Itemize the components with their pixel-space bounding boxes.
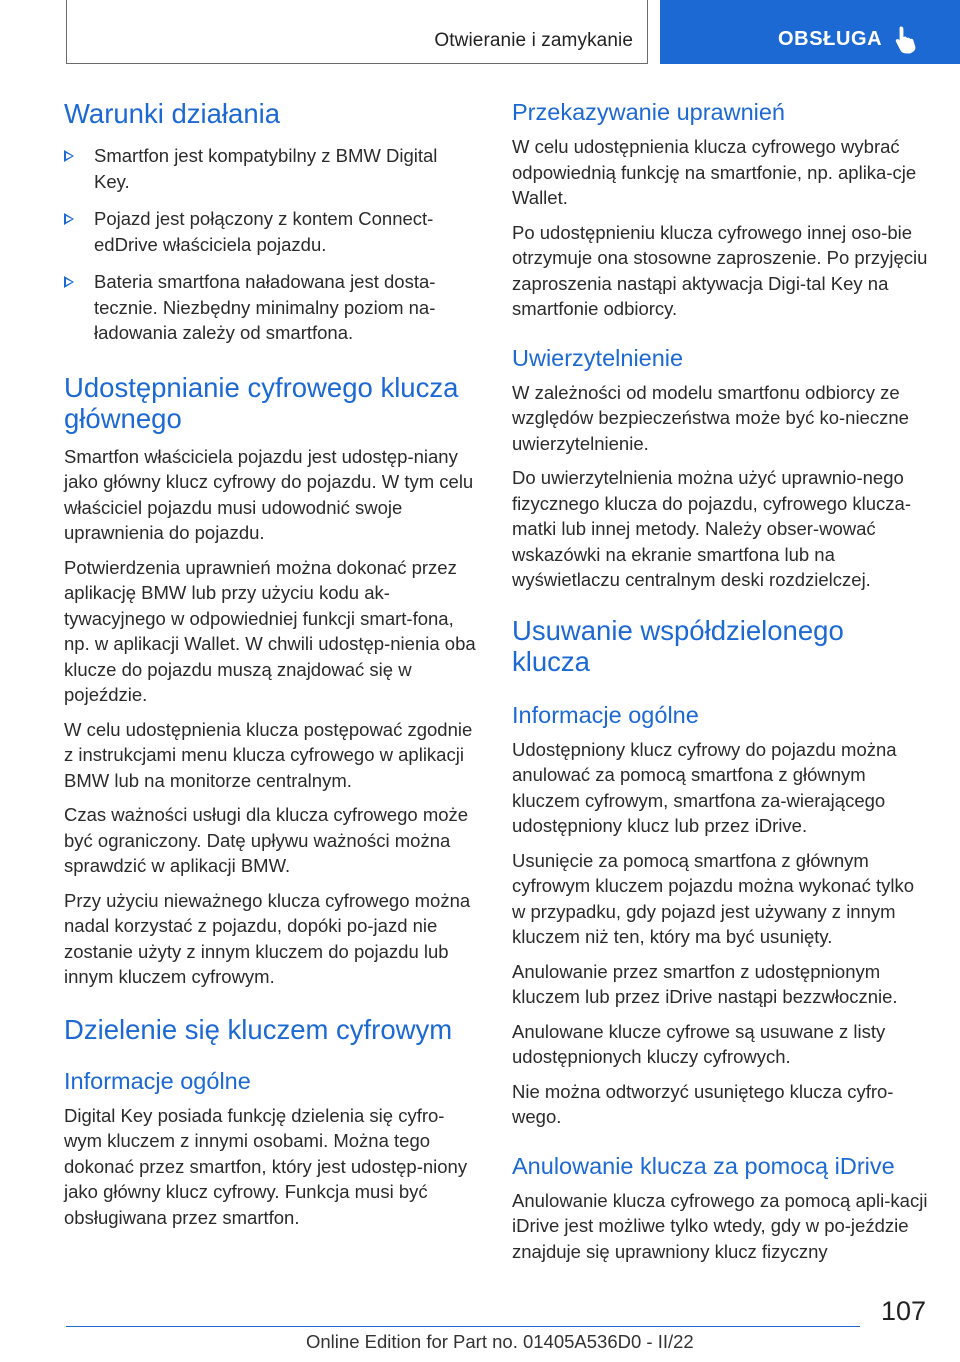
section-label: OBSŁUGA bbox=[778, 28, 883, 50]
triangle-bullet-icon bbox=[64, 276, 74, 288]
paragraph: Udostępniony klucz cyfrowy do pojazdu można anulować za pomocą smartfona z głównym kluczem cyfrowym, smartfona za‐wierającego udostępniony klucz lub przez iDrive. bbox=[512, 738, 897, 836]
heading-dzielenie: Dzielenie się kluczem cyfrowym bbox=[64, 1013, 453, 1045]
paragraph: Anulowane klucze cyfrowe są usuwane z listy udostępnionych kluczy cyfrowych. bbox=[512, 1020, 886, 1067]
list-item-text: Pojazd jest połączony z kontem Connect‐edDrive właściciela pojazdu. bbox=[94, 208, 434, 255]
right-column bbox=[512, 98, 928, 1273]
footer-divider bbox=[66, 1326, 860, 1327]
heading-przekazywanie: Przekazywanie uprawnień bbox=[512, 99, 786, 125]
section-body bbox=[512, 134, 928, 322]
conditions-list bbox=[64, 143, 476, 346]
paragraph: W zależności od modelu smartfonu odbiorcy ze względów bezpieczeństwa może być ko‐nieczne uwierzytelnienie. bbox=[512, 381, 909, 454]
list-item bbox=[64, 269, 476, 346]
chapter-title: Otwieranie i zamykanie bbox=[434, 30, 633, 51]
section-body bbox=[64, 444, 476, 990]
section-body bbox=[64, 1103, 476, 1231]
section-body bbox=[512, 1188, 928, 1265]
heading-anulowanie: Anulowanie klucza za pomocą iDrive bbox=[512, 1152, 895, 1179]
paragraph: Smartfon właściciela pojazdu jest udostęp‐niany jako główny klucz cyfrowy do pojazdu. W tym celu właściciel pojazdu musi udowodnić swoje uprawnienia do pojazdu. bbox=[64, 445, 474, 543]
heading-warunki: Warunki działania bbox=[64, 98, 281, 129]
paragraph: Digital Key posiada funkcję dzielenia się cyfro‐wym kluczem z innymi osobami. Można tego dokonać przez smartfon, który jest udostęp‐niony jako główny klucz cyfrowy. Funkcja musi być obsługiwana przez smartfon. bbox=[64, 1104, 468, 1228]
paragraph: Do uwierzytelnienia można użyć uprawnio‐nego fizycznego klucza do pojazdu, cyfrowego klucza-matki lub innej metody. Należy obser‐wować wskazówki na ekranie smartfona lub na wyświetlaczu centralnym deski rozdzielczej. bbox=[512, 467, 911, 590]
page-number: 107 bbox=[880, 1296, 926, 1326]
paragraph: Usunięcie za pomocą smartfona z głównym cyfrowym kluczem pojazdu można wykonać tylko w przypadku, gdy pojazd jest używany z innym kluczem niż ten, który ma być usunięty. bbox=[512, 849, 915, 947]
hand-pointer-icon bbox=[892, 24, 920, 54]
paragraph: Nie można odtworzyć usuniętego klucza cyfro‐wego. bbox=[512, 1080, 894, 1127]
heading-udostepnianie: Udostępnianie cyfrowego klucza głównego bbox=[64, 371, 459, 434]
list-item-text: Smartfon jest kompatybilny z BMW Digital Key. bbox=[94, 145, 438, 192]
section-body bbox=[512, 380, 928, 593]
subheading-informacje: Informacje ogólne bbox=[512, 701, 699, 728]
list-item bbox=[64, 206, 476, 257]
paragraph: Po udostępnieniu klucza cyfrowego innej oso‐bie otrzymuje ona stosowne zaproszenie. Po przyjęciu zaproszenia nastąpi aktywacja Digi‐tal Key na smartfonie odbiorcy. bbox=[512, 221, 928, 319]
triangle-bullet-icon bbox=[64, 213, 74, 225]
triangle-bullet-icon bbox=[64, 150, 74, 162]
list-item bbox=[64, 143, 476, 194]
paragraph: W celu udostępnienia klucza cyfrowego wybrać odpowiednią funkcję na smartfonie, np. aplika‐cje Wallet. bbox=[512, 136, 917, 208]
left-column bbox=[64, 98, 476, 1239]
paragraph: Czas ważności usługi dla klucza cyfrowego może być ograniczony. Datę upływu ważności można sprawdzić w aplikacji BMW. bbox=[64, 804, 469, 876]
edition-text: Online Edition for Part no. 01405A536D0 - II/22 bbox=[306, 1331, 694, 1352]
heading-usuwanie: Usuwanie współdzielonego klucza bbox=[512, 614, 844, 677]
paragraph: Anulowanie klucza cyfrowego za pomocą apli‐kacji iDrive jest możliwe tylko wtedy, gdy w po‐jeździe znajduje się uprawniony klucz fizyczny bbox=[512, 1189, 928, 1262]
subheading-informacje: Informacje ogólne bbox=[64, 1067, 251, 1094]
paragraph: Przy użyciu nieważnego klucza cyfrowego można nadal korzystać z pojazdu, dopóki po‐jazd nie zostanie użyty z innym kluczem do pojazdu lub innym kluczem cyfrowym. bbox=[64, 889, 471, 987]
section-body bbox=[512, 737, 928, 1130]
paragraph: Anulowanie przez smartfon z udostępnionym kluczem lub przez iDrive nastąpi bezzwłocznie. bbox=[512, 960, 898, 1007]
chapter-header-box bbox=[66, 0, 648, 64]
heading-uwierzytelnienie: Uwierzytelnienie bbox=[512, 344, 684, 371]
section-tab bbox=[660, 0, 960, 64]
paragraph: Potwierdzenia uprawnień można dokonać przez aplikację BMW lub przy użyciu kodu ak‐tywacyjnego w odpowiedniej funkcji smart‐fona, np. w aplikacji Wallet. W chwili udostęp‐nienia oba klucze do pojazdu muszą znajdować się w pojeździe. bbox=[64, 556, 476, 705]
list-item-text: Bateria smartfona naładowana jest dosta‐tecznie. Niezbędny minimalny poziom na‐ładowania zależy od smartfona. bbox=[94, 271, 436, 343]
paragraph: W celu udostępnienia klucza postępować zgodnie z instrukcjami menu klucza cyfrowego w aplikacji BMW lub na monitorze centralnym. bbox=[64, 718, 473, 791]
